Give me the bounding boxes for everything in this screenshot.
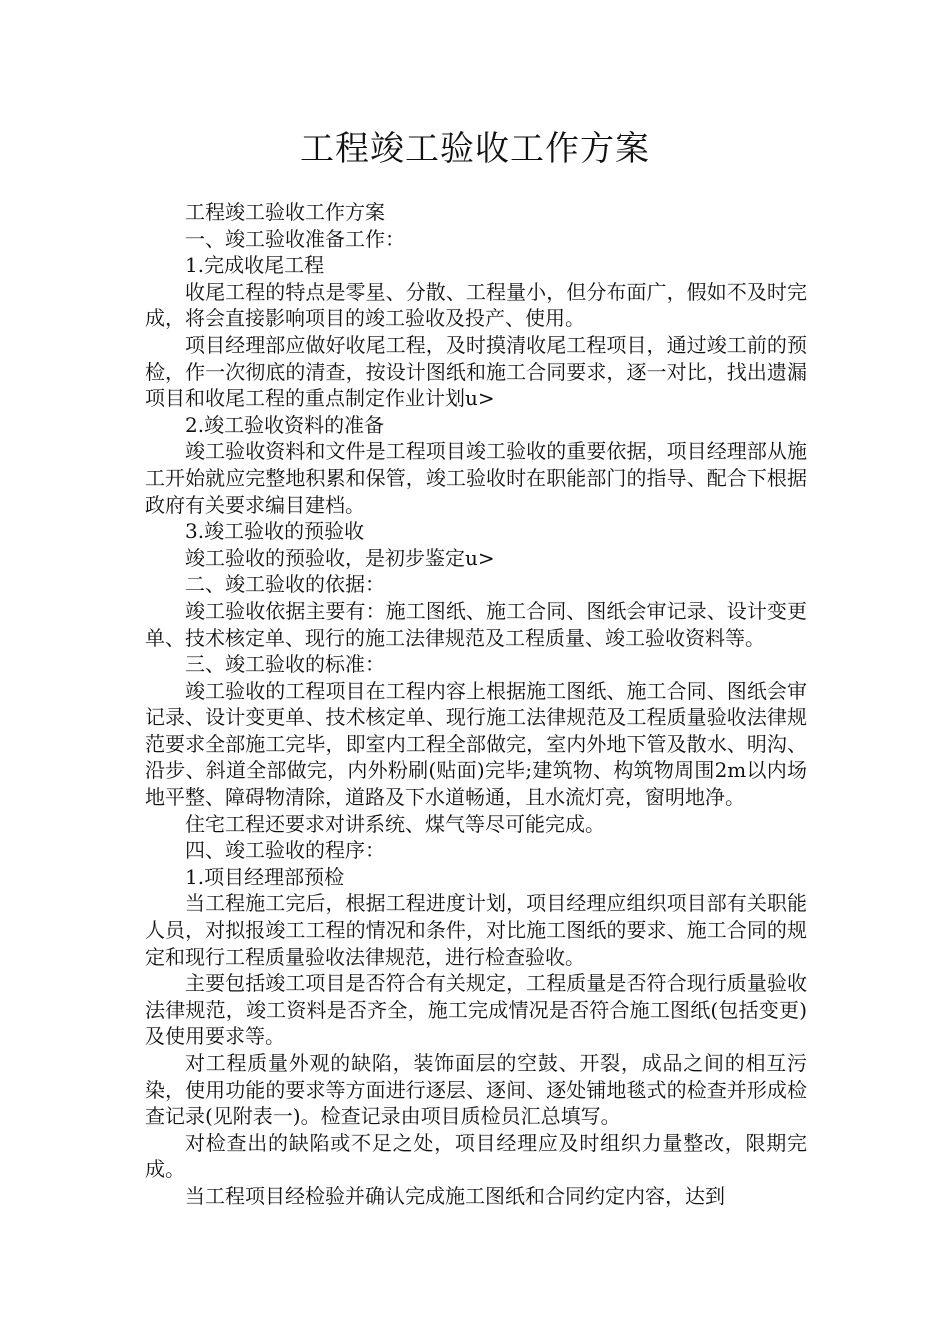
subsection-heading: 1.完成收尾工程 xyxy=(185,253,325,278)
paragraph: 对工程质量外观的缺陷，装饰面层的空鼓、开裂，成品之间的相互污染，使用功能的要求等方面进行逐层、逐间、逐处铺地毯式的检查并形成检查记录(见附表一)。检查记录由项目质检员汇总填写。 xyxy=(145,1051,807,1129)
paragraph: 竣工验收资料和文件是工程项目竣工验收的重要依据，项目经理部从施工开始就应完整地积累和保管，竣工验收时在职能部门的指导、配合下根据政府有关要求编目建档。 xyxy=(145,439,807,517)
section-heading: 四、竣工验收的程序： xyxy=(185,838,385,863)
paragraph: 竣工验收依据主要有：施工图纸、施工合同、图纸会审记录、设计变更单、技术核定单、现行的施工法律规范及工程质量、竣工验收资料等。 xyxy=(145,598,807,650)
paragraph: 工程竣工验收工作方案 xyxy=(185,200,385,224)
paragraph: 主要包括竣工项目是否符合有关规定，工程质量是否符合现行质量验收法律规范，竣工资料是否齐全，施工完成情况是否符合施工图纸(包括变更)及使用要求等。 xyxy=(145,971,807,1049)
document-title: 工程竣工验收工作方案 xyxy=(300,129,650,169)
section-heading: 二、竣工验收的依据： xyxy=(185,572,385,597)
document-body xyxy=(145,199,807,1210)
subsection-heading: 2.竣工验收资料的准备 xyxy=(185,412,385,437)
paragraph: 收尾工程的特点是零星、分散、工程量小，但分布面广，假如不及时完成，将会直接影响项目的竣工验收及投产、使用。 xyxy=(145,279,807,331)
section-heading: 三、竣工验收的标准： xyxy=(185,652,385,677)
paragraph: 当工程项目经检验并确认完成施工图纸和合同约定内容，达到 xyxy=(185,1183,725,1208)
paragraph: 当工程施工完后，根据工程进度计划，项目经理应组织项目部有关职能人员，对拟报竣工工程的情况和条件，对比施工图纸的要求、施工合同的规定和现行工程质量验收法律规范，进行检查验收。 xyxy=(145,891,807,969)
section-heading: 一、竣工验收准备工作： xyxy=(185,226,405,251)
paragraph: 竣工验收的工程项目在工程内容上根据施工图纸、施工合同、图纸会审记录、设计变更单、技术核定单、现行施工法律规范及工程质量验收法律规范要求全部施工完毕，即室内工程全部做完，室内外地下管及散水、明沟、沿步、斜道全部做完，内外粉刷(贴面)完毕;建筑物、构筑物周围2m以内场地平整、障碍物清除，道路及下水道畅通，且水流灯亮，窗明地净。 xyxy=(145,678,807,810)
paragraph: 对检查出的缺陷或不足之处，项目经理应及时组织力量整改，限期完成。 xyxy=(145,1130,807,1182)
paragraph: 住宅工程还要求对讲系统、煤气等尽可能完成。 xyxy=(185,811,605,836)
paragraph: 项目经理部应做好收尾工程，及时摸清收尾工程项目，通过竣工前的预检，作一次彻底的清查，按设计图纸和施工合同要求，逐一对比，找出遗漏项目和收尾工程的重点制定作业计划u> xyxy=(145,332,807,411)
subsection-heading: 3.竣工验收的预验收 xyxy=(185,519,365,544)
subsection-heading: 1.项目经理部预检 xyxy=(185,864,345,889)
paragraph: 竣工验收的预验收，是初步鉴定u> xyxy=(185,545,495,570)
